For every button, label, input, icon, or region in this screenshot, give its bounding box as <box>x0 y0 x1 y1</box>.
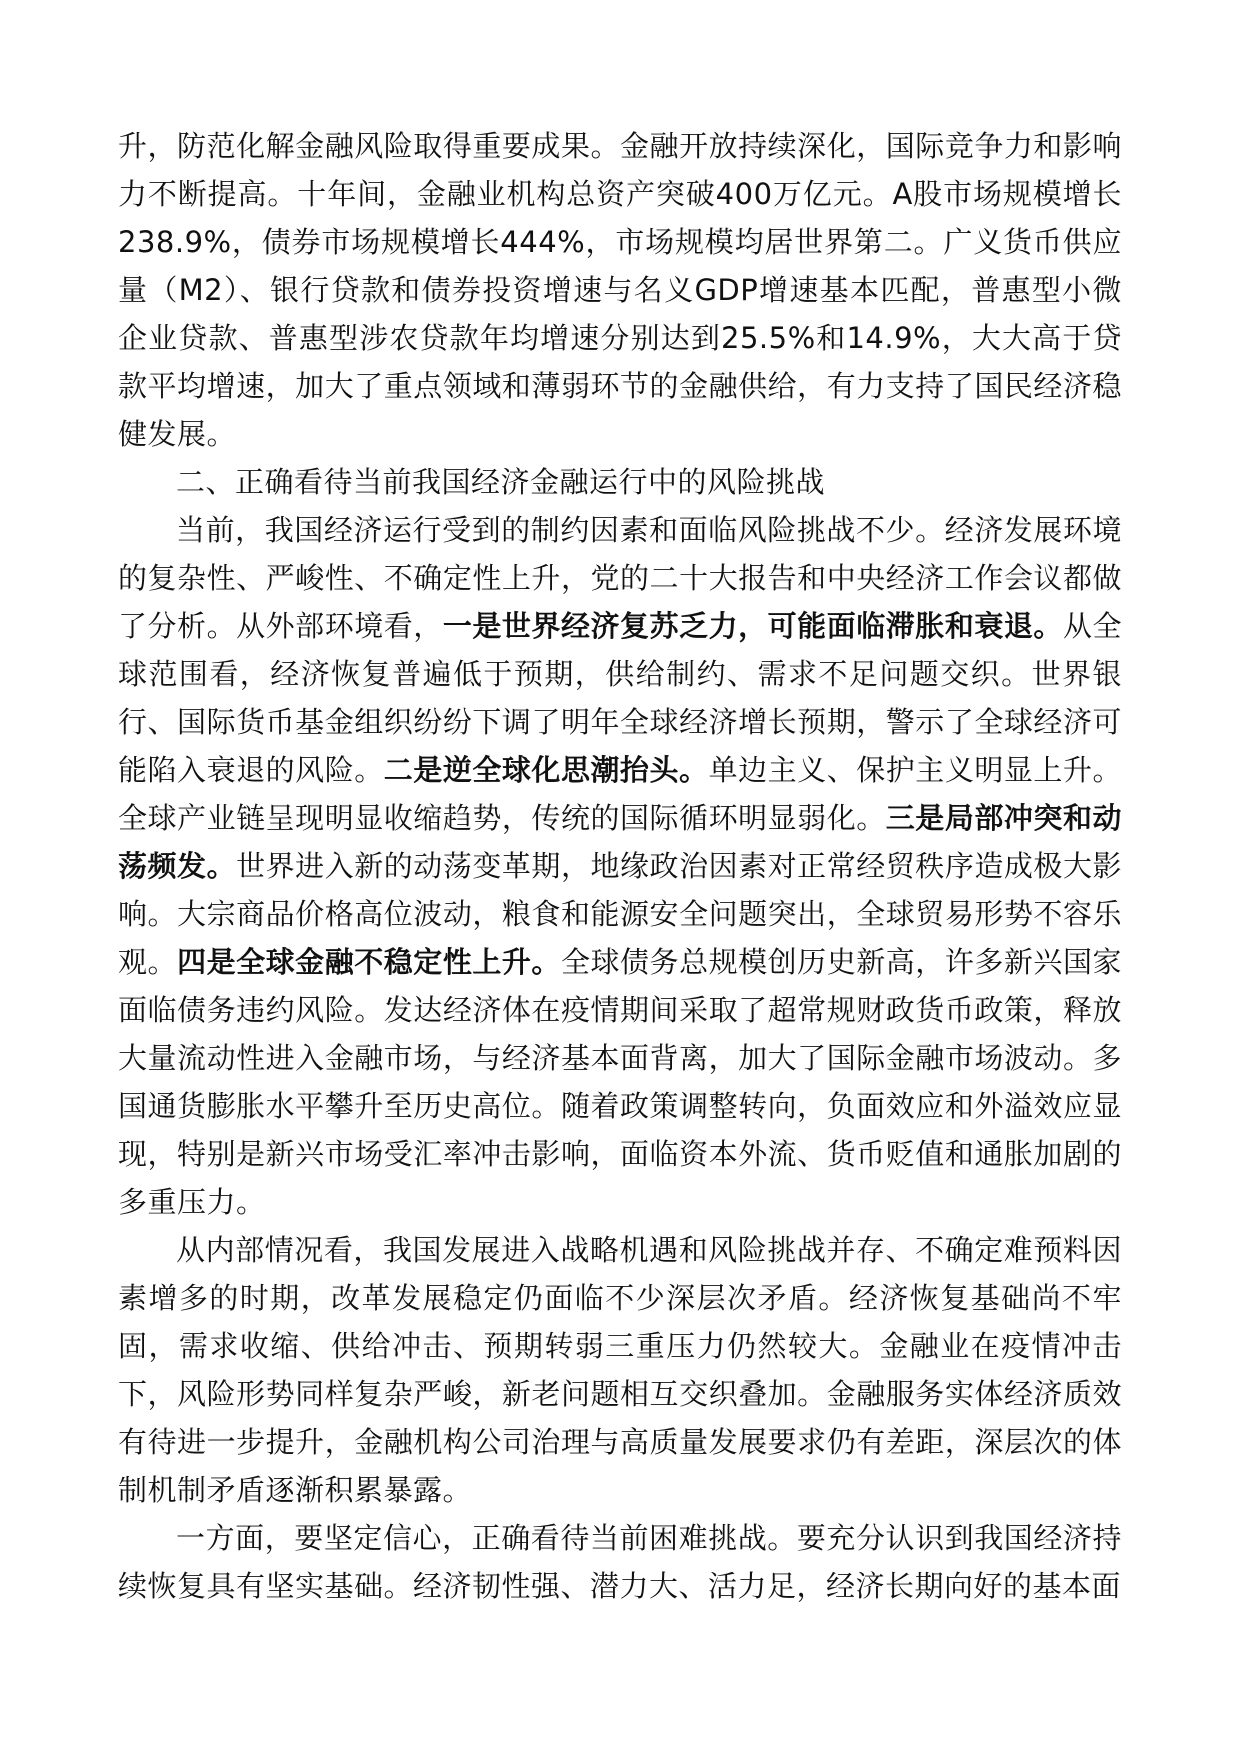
paragraph-3-run-6: 世界进入新的动荡变革期，地缘政治因素对正常经贸秩序造成极大影响。大宗商品价格高位波动，粮食和能源安全问题突出，全球贸易形势不容乐观。 <box>118 849 1122 979</box>
paragraph-3-bold-point-3: 三是局部冲突和动荡频发。 <box>118 801 1122 883</box>
paragraph-3-run-8: 全球债务总规模创历史新高，许多新兴国家面临债务违约风险。发达经济体在疫情期间采取了超常规财政货币政策，释放大量流动性进入金融市场，与经济基本面背离，加大了国际金融市场波动。多国通货膨胀水平攀升至历史高位。随着政策调整转向，负面效应和外溢效应显现，特别是新兴市场受汇率冲击影响，面临资本外流、货币贬值和通胀加剧的多重压力。 <box>118 945 1122 1219</box>
paragraph-3-bold-point-4: 四是全球金融不稳定性上升。 <box>177 945 561 979</box>
paragraph-3-run-0: 当前，我国经济运行受到的制约因素和面临风险挑战不少。经济发展环境的复杂性、严峻性、不确定性上升，党的二十大报告和中央经济工作会议都做了分析。从外部环境看， <box>118 513 1122 643</box>
paragraph-5-text: 一方面，要坚定信心，正确看待当前困难挑战。要充分认识到我国经济持续恢复具有坚实基础。经济韧性强、潜力大、活力足，经济长期向好的基本面 <box>118 1521 1122 1603</box>
section-heading-2-text: 二、正确看待当前我国经济金融运行中的风险挑战 <box>176 465 826 499</box>
paragraph-3-run-4: 单边主义、保护主义明显上升。全球产业链呈现明显收缩趋势，传统的国际循环明显弱化。 <box>118 753 1122 835</box>
document-page <box>118 122 1122 1610</box>
paragraph-3 <box>118 506 1122 1226</box>
paragraph-3-bold-point-2: 二是逆全球化思潮抬头。 <box>383 753 709 787</box>
paragraph-1 <box>118 122 1122 458</box>
paragraph-3-run-2: 从全球范围看，经济恢复普遍低于预期，供给制约、需求不足问题交织。世界银行、国际货币基金组织纷纷下调了明年全球经济增长预期，警示了全球经济可能陷入衰退的风险。 <box>118 609 1122 787</box>
section-heading-2 <box>118 458 1122 506</box>
paragraph-4 <box>118 1226 1122 1514</box>
paragraph-1-text: 升，防范化解金融风险取得重要成果。金融开放持续深化，国际竞争力和影响力不断提高。十年间，金融业机构总资产突破400万亿元。A股市场规模增长238.9%，债券市场规模增长444%，市场规模均居世界第二。广义货币供应量（M2）、银行贷款和债券投资增速与名义GDP增速基本匹配，普惠型小微企业贷款、普惠型涉农贷款年均增速分别达到25.5%和14.9%，大大高于贷款平均增速，加大了重点领域和薄弱环节的金融供给，有力支持了国民经济稳健发展。 <box>118 129 1122 451</box>
paragraph-3-bold-point-1: 一是世界经济复苏乏力，可能面临滞胀和衰退。 <box>442 609 1063 643</box>
paragraph-5 <box>118 1514 1122 1610</box>
paragraph-4-text: 从内部情况看，我国发展进入战略机遇和风险挑战并存、不确定难预料因素增多的时期，改革发展稳定仍面临不少深层次矛盾。经济恢复基础尚不牢固，需求收缩、供给冲击、预期转弱三重压力仍然较大。金融业在疫情冲击下，风险形势同样复杂严峻，新老问题相互交织叠加。金融服务实体经济质效有待进一步提升，金融机构公司治理与高质量发展要求仍有差距，深层次的体制机制矛盾逐渐积累暴露。 <box>118 1233 1122 1507</box>
